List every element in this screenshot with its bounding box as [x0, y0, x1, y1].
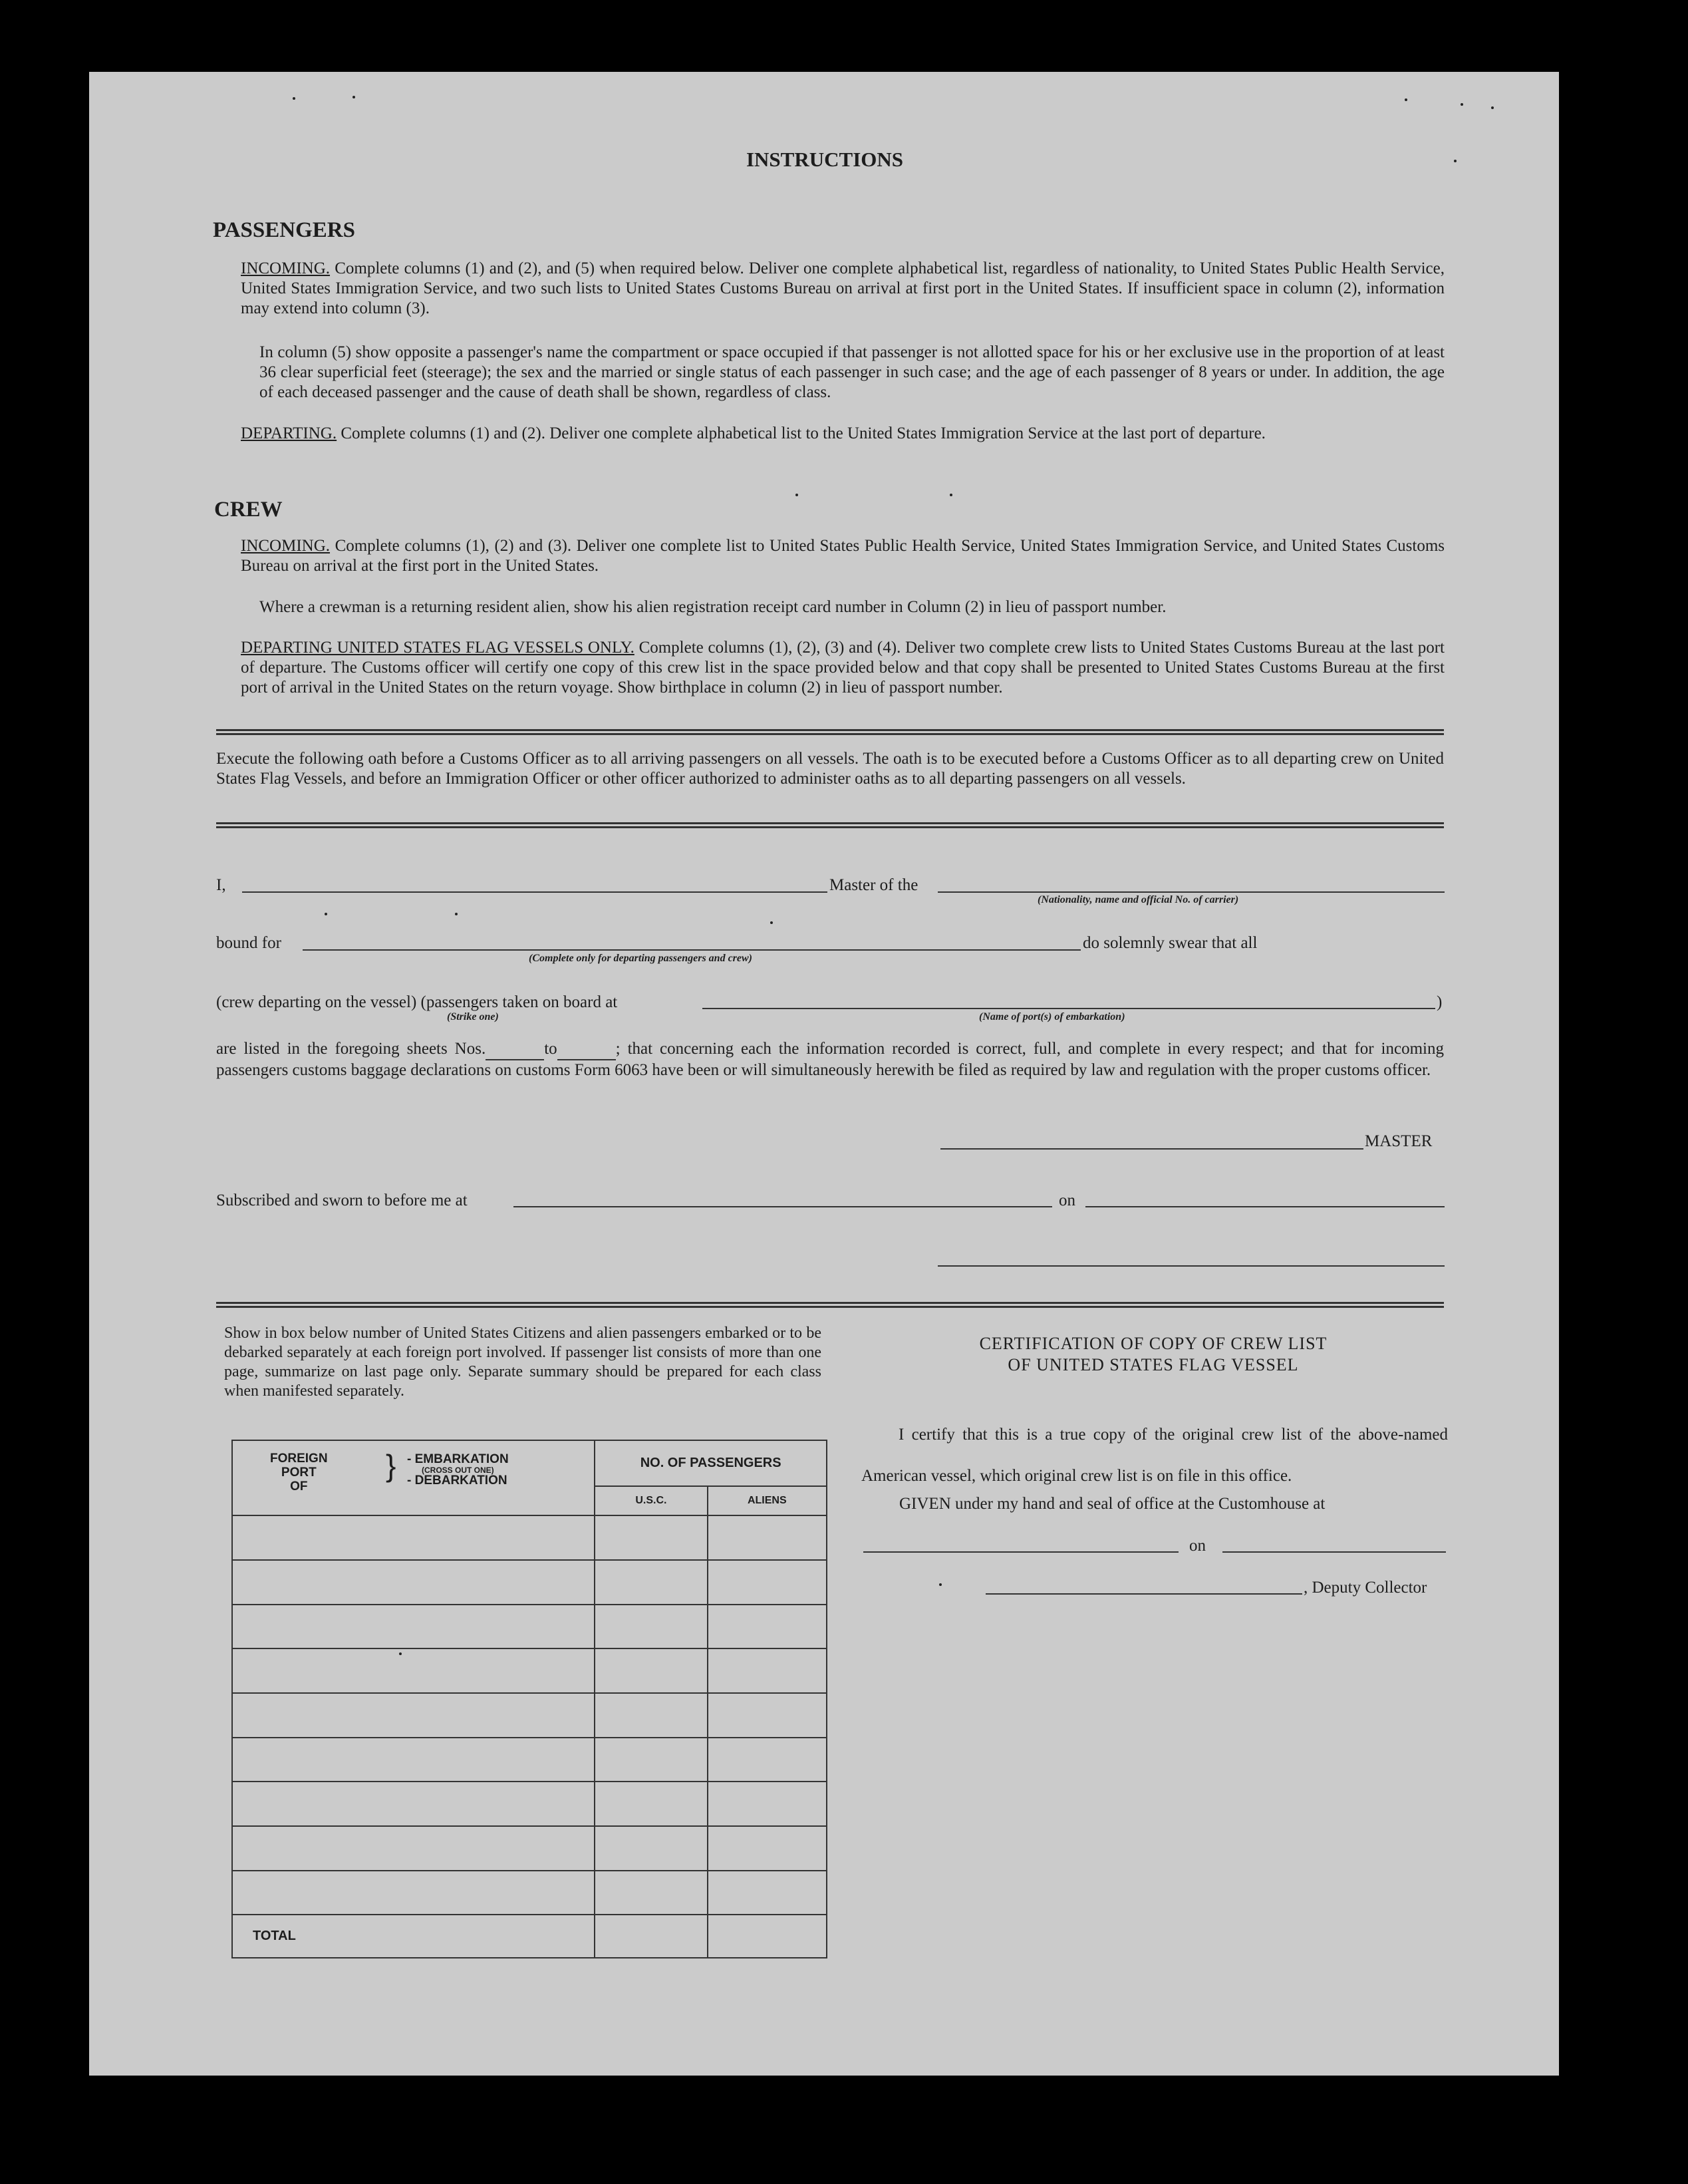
crew-passengers-strike: (crew departing on the vessel) (passengers taken on board at — [216, 993, 618, 1011]
foreign-label: FOREIGN — [270, 1452, 328, 1466]
to-label: to — [544, 1040, 557, 1058]
swear-text: do solemnly swear that all — [1083, 934, 1258, 952]
debarkation-label: - DEBARKATION — [407, 1474, 507, 1487]
customhouse-field[interactable] — [863, 1551, 1179, 1553]
officer-signature-field[interactable] — [938, 1265, 1445, 1267]
usc-cell[interactable] — [595, 1826, 707, 1871]
sheet-from-field[interactable] — [486, 1039, 544, 1060]
oath-i: I, — [216, 876, 226, 894]
certification-title-line1: CERTIFICATION OF COPY OF CREW LIST — [979, 1334, 1328, 1353]
departing-label: DEPARTING. — [241, 424, 337, 442]
port-cell[interactable] — [232, 1826, 595, 1871]
crew-departing-label: DEPARTING UNITED STATES FLAG VESSELS ONLY. — [241, 639, 634, 657]
crew-resident-alien-instructions: Where a crewman is a returning resident alien, show his alien registration receipt card number in Column (2) in lieu of passport number. — [259, 598, 1167, 616]
embarkation-label: - EMBARKATION — [407, 1452, 509, 1466]
sheets-label: are listed in the foregoing sheets Nos. — [216, 1040, 486, 1058]
port-label: PORT — [281, 1466, 317, 1480]
aliens-cell[interactable] — [708, 1871, 827, 1915]
aliens-cell[interactable] — [708, 1605, 827, 1649]
crew-incoming-label: INCOMING. — [241, 537, 331, 555]
aliens-header: ALIENS — [708, 1486, 827, 1515]
master-signature-field[interactable] — [940, 1148, 1363, 1150]
carrier-field[interactable] — [938, 891, 1445, 893]
bound-for-label: bound for — [216, 934, 281, 952]
page-title: INSTRUCTIONS — [746, 148, 903, 171]
certification-title-line2: OF UNITED STATES FLAG VESSEL — [1008, 1355, 1299, 1374]
summary-instructions: Show in box below number of United States Citizens and alien passengers embarked or to be debarked separately at each foreign port involved. If passenger list consists of more than one page, summarize on last page only. Separate summary should be prepared for each class when manifested separately. — [224, 1325, 821, 1400]
port-cell[interactable] — [232, 1648, 595, 1693]
master-name-field[interactable] — [242, 891, 827, 893]
oath-instructions: Execute the following oath before a Customs Officer as to all arriving passengers on all vessels. The oath is to be executed before a Customs Officer as to all departing crew on United States Flag Vessels, and before an Immigration Officer or other officer authorized to administer oaths as to all departing passengers on all vessels. — [216, 750, 1444, 788]
usc-cell[interactable] — [595, 1515, 707, 1560]
crew-incoming-instructions — [241, 536, 1445, 576]
departing-text: Complete columns (1) and (2). Deliver one complete alphabetical list to the United States Immigration Service at the last port of departure. — [341, 424, 1266, 442]
passengers-incoming-instructions — [241, 259, 1445, 319]
total-label: TOTAL — [232, 1915, 595, 1958]
sworn-on-label: on — [1059, 1191, 1075, 1209]
sworn-location-field[interactable] — [513, 1206, 1052, 1207]
port-cell[interactable] — [232, 1871, 595, 1915]
given-text: GIVEN under my hand and seal of office at the Customhouse at — [899, 1495, 1326, 1513]
sworn-date-field[interactable] — [1085, 1206, 1445, 1207]
certification-text: I certify that this is a true copy of the original crew list of the above-named American vessel, which original crew list is on file in this office. — [861, 1426, 1448, 1485]
sheet-to-field[interactable] — [557, 1039, 616, 1060]
cert-date-field[interactable] — [1222, 1551, 1446, 1553]
crew-departing-text: Complete columns (1), (2), (3) and (4). Deliver two complete crew lists to United States Customs Bureau at the last port of departure. The Customs officer will certify one copy of this crew list in the space provided below and that copy shall be presented to United States Customs Bureau at the first port of arrival in the United States on the return voyage. Show birthplace in column (2) in lieu of passport number. — [241, 639, 1445, 697]
passengers-heading: PASSENGERS — [213, 218, 355, 242]
usc-cell[interactable] — [595, 1560, 707, 1605]
sheets-certification-text — [216, 1039, 1444, 1080]
cross-out-label: (CROSS OUT ONE) — [422, 1466, 494, 1475]
aliens-cell[interactable] — [708, 1560, 827, 1605]
strike-one-caption: (Strike one) — [447, 1011, 499, 1022]
usc-header: U.S.C. — [595, 1486, 707, 1515]
aliens-cell[interactable] — [708, 1648, 827, 1693]
port-header-cell — [232, 1440, 595, 1515]
usc-total-cell[interactable] — [595, 1915, 707, 1958]
usc-cell[interactable] — [595, 1738, 707, 1782]
embarkation-ports-field[interactable] — [702, 1008, 1435, 1009]
divider — [216, 822, 1444, 828]
bound-for-caption: (Complete only for departing passengers and crew) — [529, 953, 752, 964]
port-cell[interactable] — [232, 1515, 595, 1560]
aliens-cell[interactable] — [708, 1515, 827, 1560]
usc-cell[interactable] — [595, 1605, 707, 1649]
close-paren: ) — [1437, 993, 1443, 1011]
aliens-cell[interactable] — [708, 1826, 827, 1871]
port-cell[interactable] — [232, 1782, 595, 1826]
crew-heading: CREW — [214, 498, 283, 522]
usc-cell[interactable] — [595, 1693, 707, 1738]
port-cell[interactable] — [232, 1560, 595, 1605]
aliens-cell[interactable] — [708, 1693, 827, 1738]
crew-incoming-text: Complete columns (1), (2) and (3). Deliver one complete list to United States Public Health Service, United States Immigration Service, and United States Customs Bureau on arrival at the first port in the United States. — [241, 537, 1445, 575]
usc-cell[interactable] — [595, 1782, 707, 1826]
aliens-cell[interactable] — [708, 1782, 827, 1826]
port-cell[interactable] — [232, 1605, 595, 1649]
port-cell[interactable] — [232, 1738, 595, 1782]
usc-cell[interactable] — [595, 1871, 707, 1915]
sheets-text: ; that concerning each the information recorded is correct, full, and complete in every respect; and that for incoming passengers customs baggage declarations on customs Form 6063 have been or will simultaneously herewith be filed as required by law and regulation with the proper customs officer. — [216, 1040, 1444, 1079]
bound-for-field[interactable] — [303, 949, 1081, 951]
deputy-signature-field[interactable] — [986, 1593, 1302, 1595]
divider — [216, 1302, 1444, 1308]
passengers-departing-instructions — [241, 424, 1445, 444]
deputy-collector-label: , Deputy Collector — [1304, 1579, 1427, 1597]
incoming-label: INCOMING. — [241, 259, 331, 277]
divider — [216, 729, 1444, 735]
brace-icon: } — [386, 1448, 396, 1483]
aliens-total-cell[interactable] — [708, 1915, 827, 1958]
of-label: OF — [290, 1480, 308, 1493]
ports-caption: (Name of port(s) of embarkation) — [979, 1011, 1125, 1022]
port-cell[interactable] — [232, 1693, 595, 1738]
column5-instructions: In column (5) show opposite a passenger's name the compartment or space occupied if that passenger is not allotted space for his or her exclusive use in the proportion of at least 36 clear superficial feet (steerage); the sex and the married or single status of each passenger in such case; and the age of each passenger of 8 years or under. In addition, the age of each deceased passenger and the cause of death shall be shown, regardless of class. — [259, 343, 1445, 401]
passenger-summary-table — [231, 1440, 827, 1958]
incoming-text: Complete columns (1) and (2), and (5) when required below. Deliver one complete alphabetical list, regardless of nationality, to United States Public Health Service, United States Immigration Service, and two such lists to United States Customs Bureau on arrival at first port in the United States. If insufficient space in column (2), information may extend into column (3). — [241, 259, 1445, 317]
cert-on-label: on — [1189, 1537, 1206, 1555]
master-label: MASTER — [1365, 1132, 1433, 1150]
crew-departing-instructions — [241, 638, 1445, 698]
master-of-the-label: Master of the — [829, 876, 918, 894]
aliens-cell[interactable] — [708, 1738, 827, 1782]
usc-cell[interactable] — [595, 1648, 707, 1693]
certification-title — [885, 1333, 1422, 1376]
subscribed-label: Subscribed and sworn to before me at — [216, 1191, 468, 1209]
carrier-caption: (Nationality, name and official No. of carrier) — [1038, 894, 1239, 905]
no-passengers-header: NO. OF PASSENGERS — [595, 1440, 827, 1486]
